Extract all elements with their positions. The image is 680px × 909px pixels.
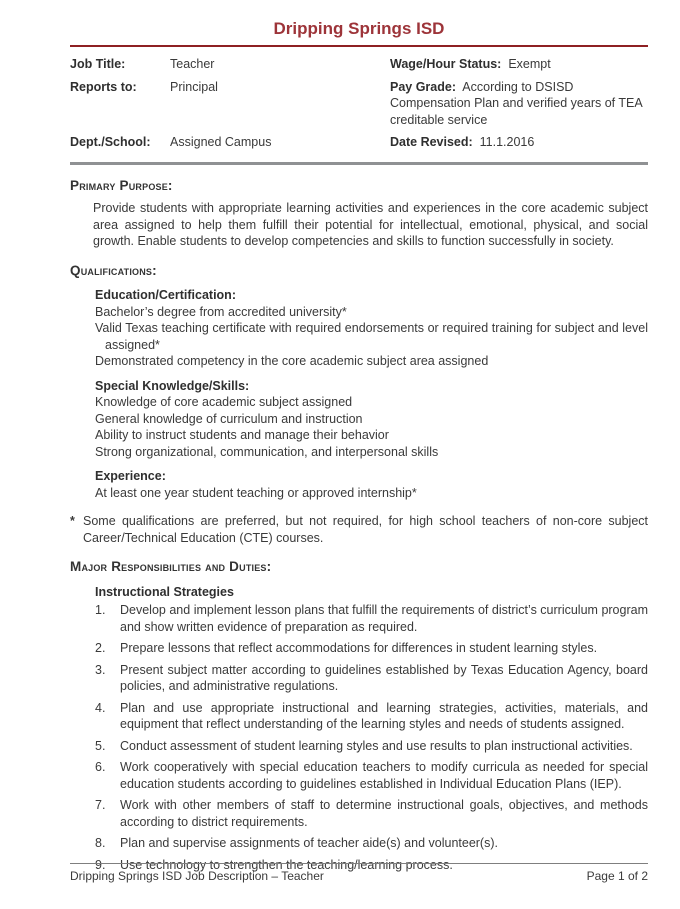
section-qualifications [70, 263, 648, 547]
list-item [95, 602, 648, 635]
list-item [95, 738, 648, 755]
dept-school-value: Assigned Campus [170, 135, 272, 149]
job-title-value: Teacher [170, 57, 215, 71]
pay-grade-label: Pay Grade: [390, 79, 457, 94]
reports-to-label: Reports to: [70, 79, 137, 94]
list-item: Strong organizational, communication, and interpersonal skills [95, 444, 439, 459]
item-number: 2. [95, 641, 106, 655]
dept-school-label: Dept./School: [70, 135, 151, 149]
list-item: Bachelor’s degree from accredited university* [95, 304, 347, 319]
list-item [95, 700, 648, 733]
item-text: Develop and implement lesson plans that fulfill the requirements of district’s curriculum program and show written evidence of preparation as required. [120, 603, 648, 634]
responsibilities-heading: Major Responsibilities and Duties: [70, 559, 272, 574]
item-number: 3. [95, 662, 106, 677]
instructional-strategies-heading: Instructional Strategies [95, 584, 234, 599]
footnote-text: Some qualifications are preferred, but not required, for high school teachers of non-core subject Career/Technical Education (CTE) courses. [83, 514, 648, 545]
table-row [70, 131, 648, 154]
list-item: Valid Texas teaching certificate with required endorsements or required training for subject and level assigned* [95, 321, 648, 352]
wage-hour-status-label: Wage/Hour Status: [390, 57, 502, 71]
wage-hour-status-value: Exempt [508, 57, 551, 71]
date-revised-label: Date Revised: [390, 135, 473, 149]
item-text: Prepare lessons that reflect accommodations for differences in student learning styles. [120, 641, 598, 655]
item-number: 7. [95, 798, 106, 812]
job-title-label: Job Title: [70, 57, 126, 71]
list-item: Demonstrated competency in the core academic subject area assigned [95, 354, 489, 368]
item-text: Use technology to strengthen the teaching/learning process. [120, 857, 453, 872]
item-number: 4. [95, 700, 106, 715]
item-number: 6. [95, 760, 106, 774]
qualifications-footnote [70, 513, 648, 546]
item-number: 1. [95, 603, 106, 617]
list-item: Knowledge of core academic subject assigned [95, 395, 353, 409]
list-item: Ability to instruct students and manage their behavior [95, 428, 389, 442]
list-item [95, 759, 648, 792]
pay-grade-value: According to DSISD Compensation Plan and verified years of TEA creditable service [390, 79, 642, 127]
primary-purpose-text: Provide students with appropriate learning activities and experiences in the core academic subject area assigned to help them fulfill their potential for intellectual, emotional, physical, and social growth. Enable students to develop competencies and skills to function successfully in society. [93, 201, 648, 248]
section-primary-purpose [70, 178, 648, 250]
reports-to-value: Principal [170, 79, 218, 94]
item-text: Present subject matter according to guidelines established by Texas Education Agency, board policies, and administrative regulations. [120, 662, 648, 693]
special-knowledge-skills-heading: Special Knowledge/Skills: [95, 378, 250, 393]
footer-document-title: Dripping Springs ISD Job Description – Teacher [70, 869, 324, 883]
item-number: 9. [95, 857, 106, 872]
responsibilities-list [70, 602, 648, 873]
table-row [70, 53, 648, 76]
item-text: Conduct assessment of student learning styles and use results to plan instructional activities. [120, 738, 633, 753]
list-item: At least one year student teaching or approved internship* [95, 485, 417, 500]
date-revised-value: 11.1.2016 [479, 135, 535, 149]
page-title: Dripping Springs ISD [273, 19, 445, 38]
footer-page-number: Page 1 of 2 [586, 869, 648, 883]
item-text: Work with other members of staff to determine instructional goals, objectives, and methods according to district requirements. [120, 798, 648, 829]
item-number: 5. [95, 738, 106, 753]
section-responsibilities [70, 559, 648, 873]
item-text: Work cooperatively with special education teachers to modify curricula as needed for special education students according to guidelines established in Individual Education Plans (IEP). [120, 760, 648, 791]
education-certification-heading: Education/Certification: [95, 288, 236, 302]
list-item [95, 662, 648, 695]
primary-purpose-heading: Primary Purpose: [70, 177, 173, 193]
header-divider [70, 162, 648, 165]
page-footer [70, 863, 648, 885]
list-item [95, 835, 648, 852]
table-row [70, 76, 648, 132]
item-number: 8. [95, 836, 106, 850]
footnote-asterisk: * [70, 514, 75, 528]
qualifications-heading: Qualifications: [70, 262, 157, 278]
job-header-table [70, 47, 648, 158]
item-text: Plan and use appropriate instructional and learning strategies, activities, materials, and equipment that reflect understanding of the learning styles and needs of students assigned. [120, 700, 648, 731]
list-item [95, 640, 648, 657]
item-text: Plan and supervise assignments of teacher aide(s) and volunteer(s). [120, 836, 498, 850]
list-item [95, 797, 648, 830]
experience-heading: Experience: [95, 469, 166, 483]
list-item: General knowledge of curriculum and instruction [95, 411, 363, 426]
